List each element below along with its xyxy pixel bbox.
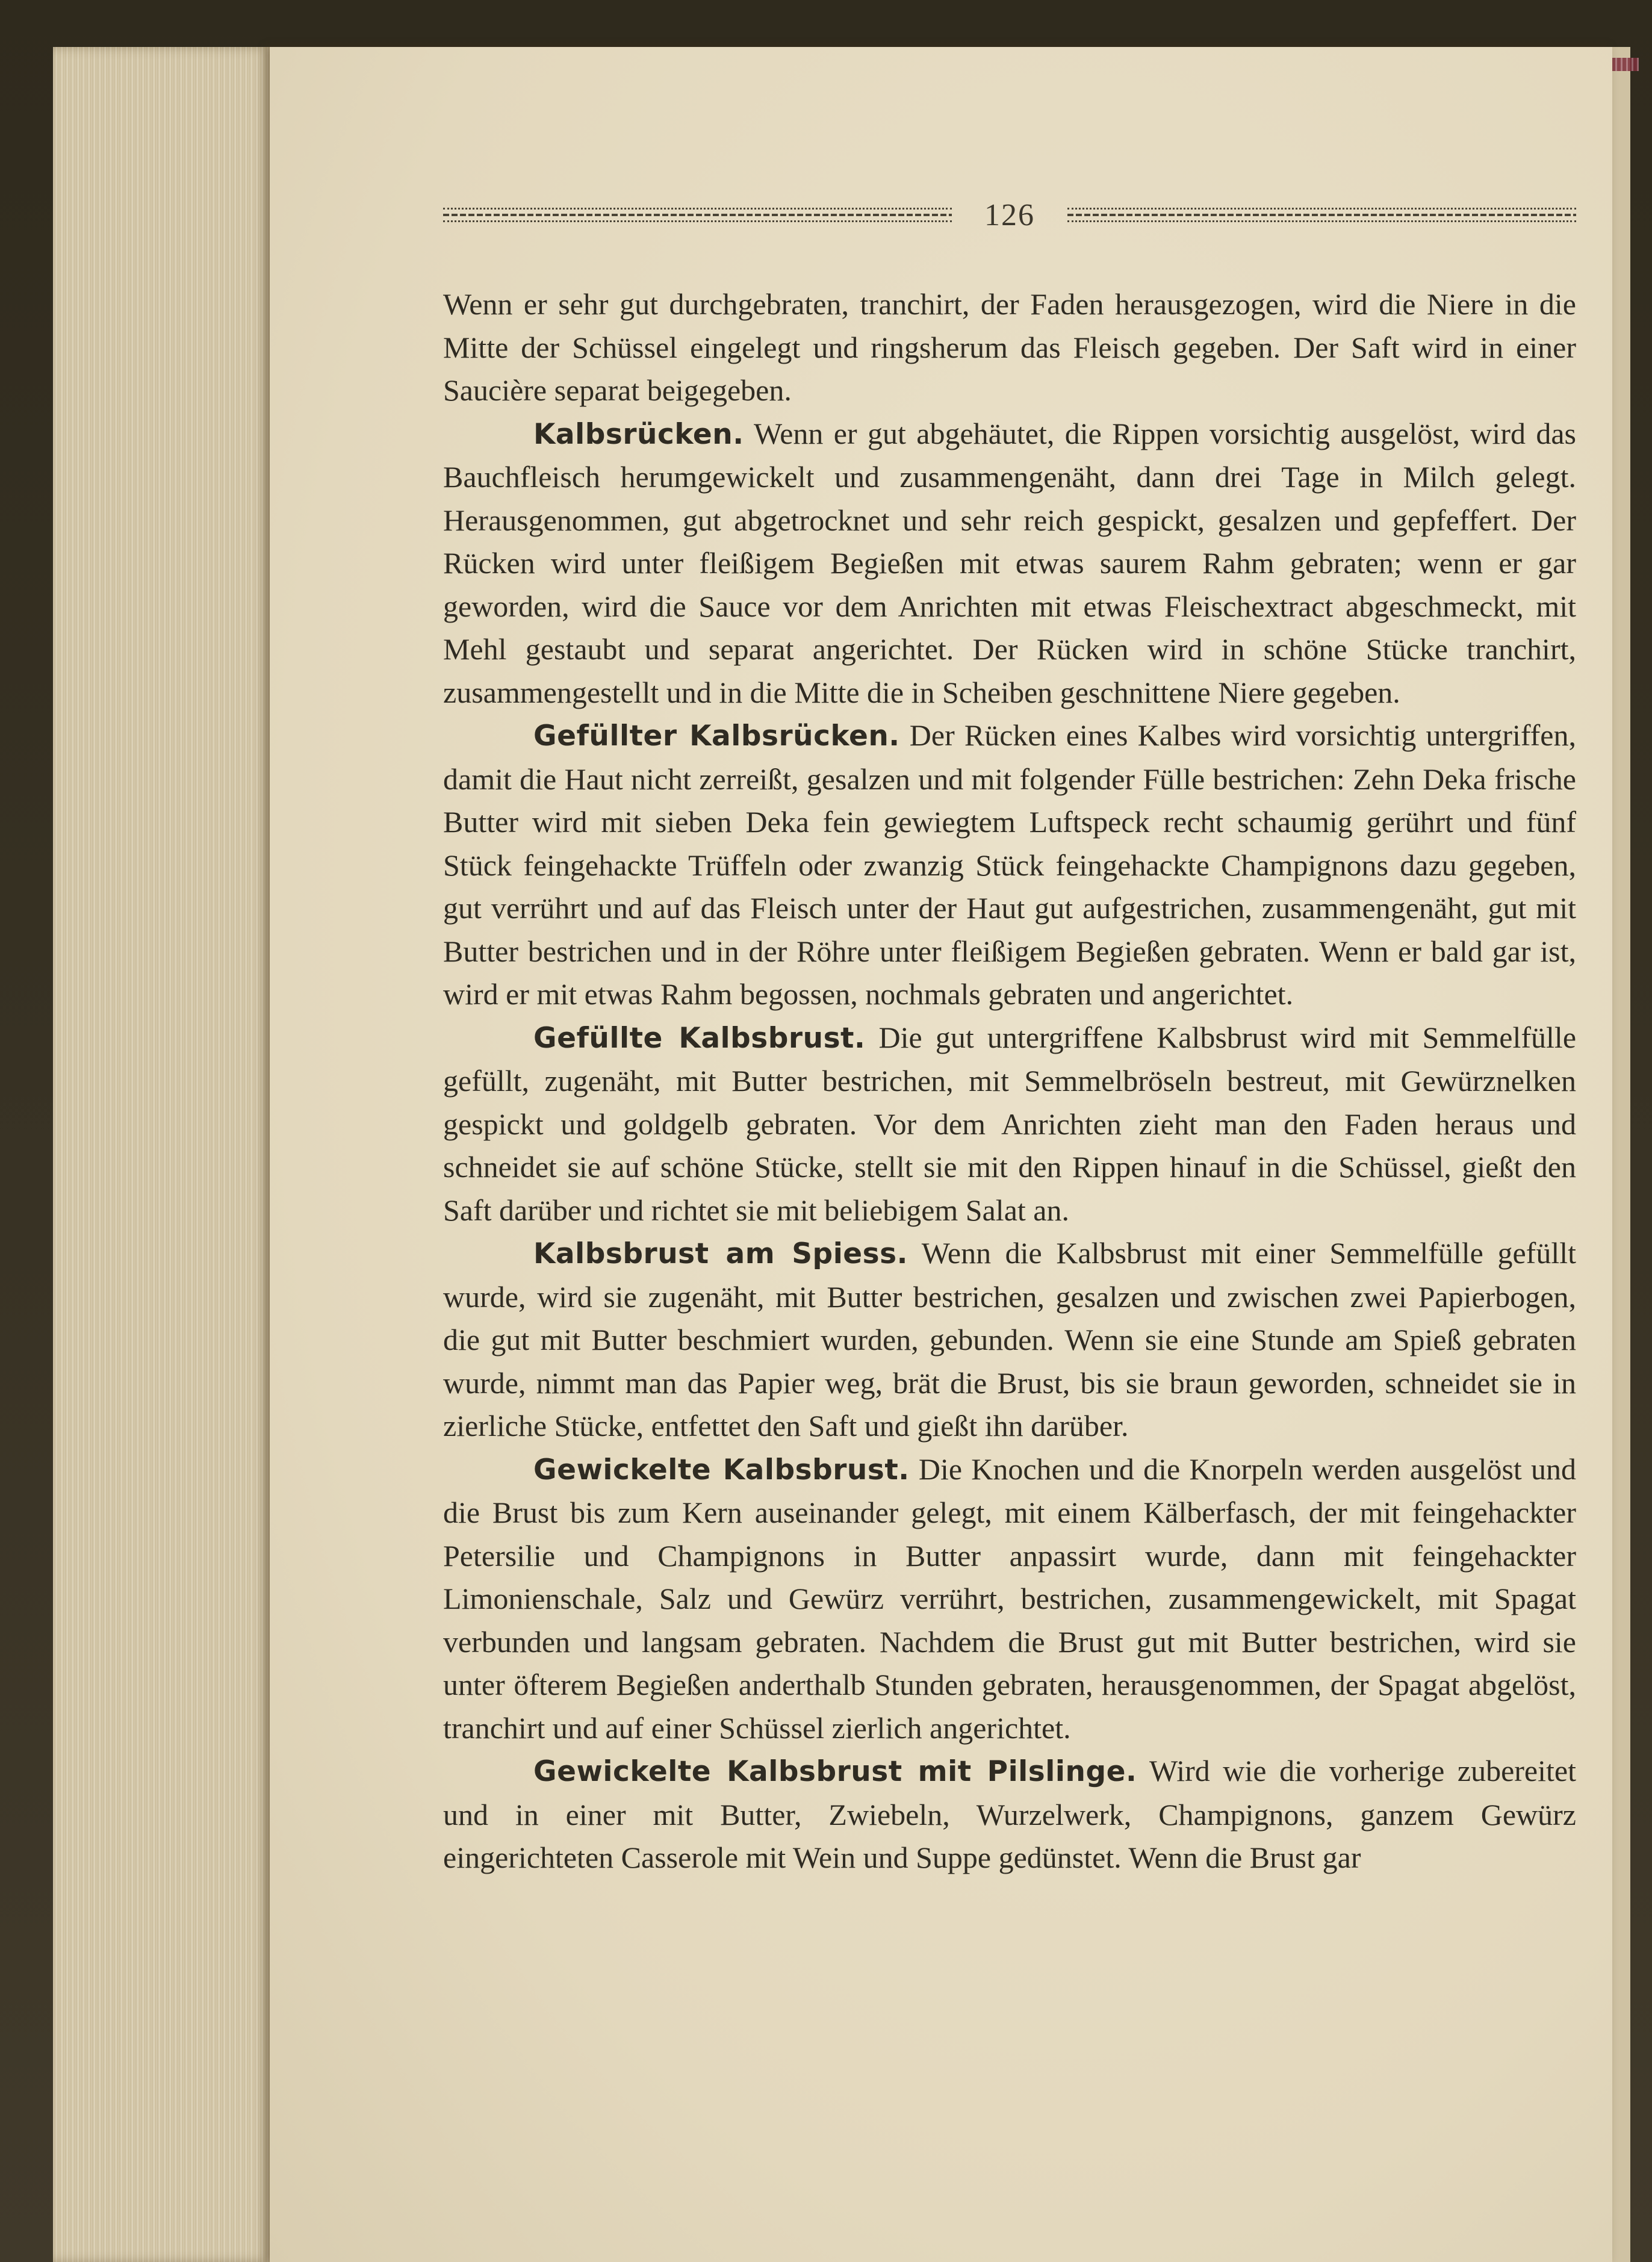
recipe-heading: Gefüllte Kalbsbrust. — [533, 1021, 866, 1055]
paragraph-text: Wenn er gut abgehäutet, die Rippen vorsichtig ausgelöst, wird das Bauchfleisch herumgewickelt und zusammengenäht, dann drei Tage in Milch gelegt. Herausgenommen, gut abgetrocknet und sehr reich gespickt, gesalzen und gepfeffert. Der Rücken wird unter fleißigem Begießen mit etwas saurem Rahm gebraten; wenn er gar geworden, wird die Sauce vor dem Anrichten mit etwas Fleischextract abgeschmeckt, mit Mehl gestaubt und separat angerichtet. Der Rücken wird in schöne Stücke tranchirt, zusammengestellt und in die Mitte die in Scheiben geschnittene Niere gegeben. — [443, 416, 1576, 709]
recipe-heading: Kalbsbrust am Spiess. — [533, 1237, 908, 1270]
recipe-heading: Gewickelte Kalbsbrust mit Pilslinge. — [533, 1755, 1137, 1788]
paragraph-text: Der Rücken eines Kalbes wird vorsichtig untergriffen, damit die Haut nicht zerreißt, gesalzen und mit folgender Fülle bestrichen: Zehn Deka frische Butter wird mit sieben Deka fein gewiegtem Luftspeck recht schaumig gerührt und fünf Stück feingehackte Trüffeln oder zwanzig Stück feingehackte Champignons dazu gegeben, gut verrührt und auf das Fleisch unter der Haut gut aufgestrichen, zusammengenäht, gut mit Butter bestrichen und in der Röhre unter fleißigem Begießen gebraten. Wenn er bald gar ist, wird er mit etwas Rahm begossen, nochmals gebraten und angerichtet. — [443, 718, 1576, 1011]
header-ornament-right — [1067, 208, 1576, 222]
page-number: 126 — [984, 197, 1035, 232]
paragraph — [443, 283, 1576, 412]
header-ornament-left — [443, 208, 952, 222]
paragraph — [443, 1016, 1576, 1232]
recipe-heading: Kalbsrücken. — [533, 417, 744, 451]
paragraph-text: Wird wie die vorherige zubereitet und in einer mit Butter, Zwiebeln, Wurzelwerk, Champignons, ganzem Gewürz eingerichteten Casserole mit Wein und Suppe gedünstet. Wenn die Brust gar — [443, 1754, 1576, 1874]
recipe-heading: Gewickelte Kalbsbrust. — [533, 1453, 910, 1487]
running-header — [443, 194, 1576, 236]
body-text — [443, 283, 1576, 1880]
paragraph — [443, 412, 1576, 715]
paragraph — [443, 1448, 1576, 1750]
paragraph-text: Die gut untergriffene Kalbsbrust wird mit Semmelfülle gefüllt, zugenäht, mit Butter bestrichen, mit Semmelbröseln bestreut, mit Gewürznelken gespickt und goldgelb gebraten. Vor dem Anrichten zieht man den Faden heraus und schneidet sie auf schöne Stücke, stellt sie mit den Rippen hinauf in die Schüssel, gießt den Saft darüber und richtet sie mit beliebigem Salat an. — [443, 1020, 1577, 1227]
paragraph — [443, 714, 1576, 1016]
paragraph — [443, 1232, 1576, 1448]
page-edges — [53, 47, 270, 2262]
paragraph — [443, 1750, 1576, 1880]
paragraph-text: Die Knochen und die Knorpeln werden ausgelöst und die Brust bis zum Kern auseinander gelegt, mit einem Kälberfasch, der mit feingehackter Petersilie und Champignons in Butter anpassirt wurde, dann mit feingehackter Limonienschale, Salz und Gewürz verrührt, bestrichen, zusammengewickelt, mit Spagat verbunden und langsam gebraten. Nachdem die Brust gut mit Butter bestrichen, wird sie unter öfterem Begießen anderthalb Stunden gebraten, herausgenommen, der Spagat abgelöst, tranchirt und auf einer Schüssel zierlich angerichtet. — [443, 1452, 1576, 1745]
recipe-heading: Gefüllter Kalbsrücken. — [533, 719, 900, 753]
paragraph-text: Wenn er sehr gut durchgebraten, tranchirt, der Faden herausgezogen, wird die Niere in die Mitte der Schüssel eingelegt und ringsherum das Fleisch gegeben. Der Saft wird in einer Saucière separat beigegeben. — [443, 287, 1576, 407]
paragraph-text: Wenn die Kalbsbrust mit einer Semmelfülle gefüllt wurde, wird sie zugenäht, mit Butter bestrichen, gesalzen und zwischen zwei Papierbogen, die gut mit Butter beschmiert wurden, gebunden. Wenn sie eine Stunde am Spieß gebraten wurde, nimmt man das Papier weg, brät die Brust, bis sie braun geworden, schneidet sie in zierliche Stücke, entfettet den Saft und gießt ihn darüber. — [443, 1236, 1576, 1443]
